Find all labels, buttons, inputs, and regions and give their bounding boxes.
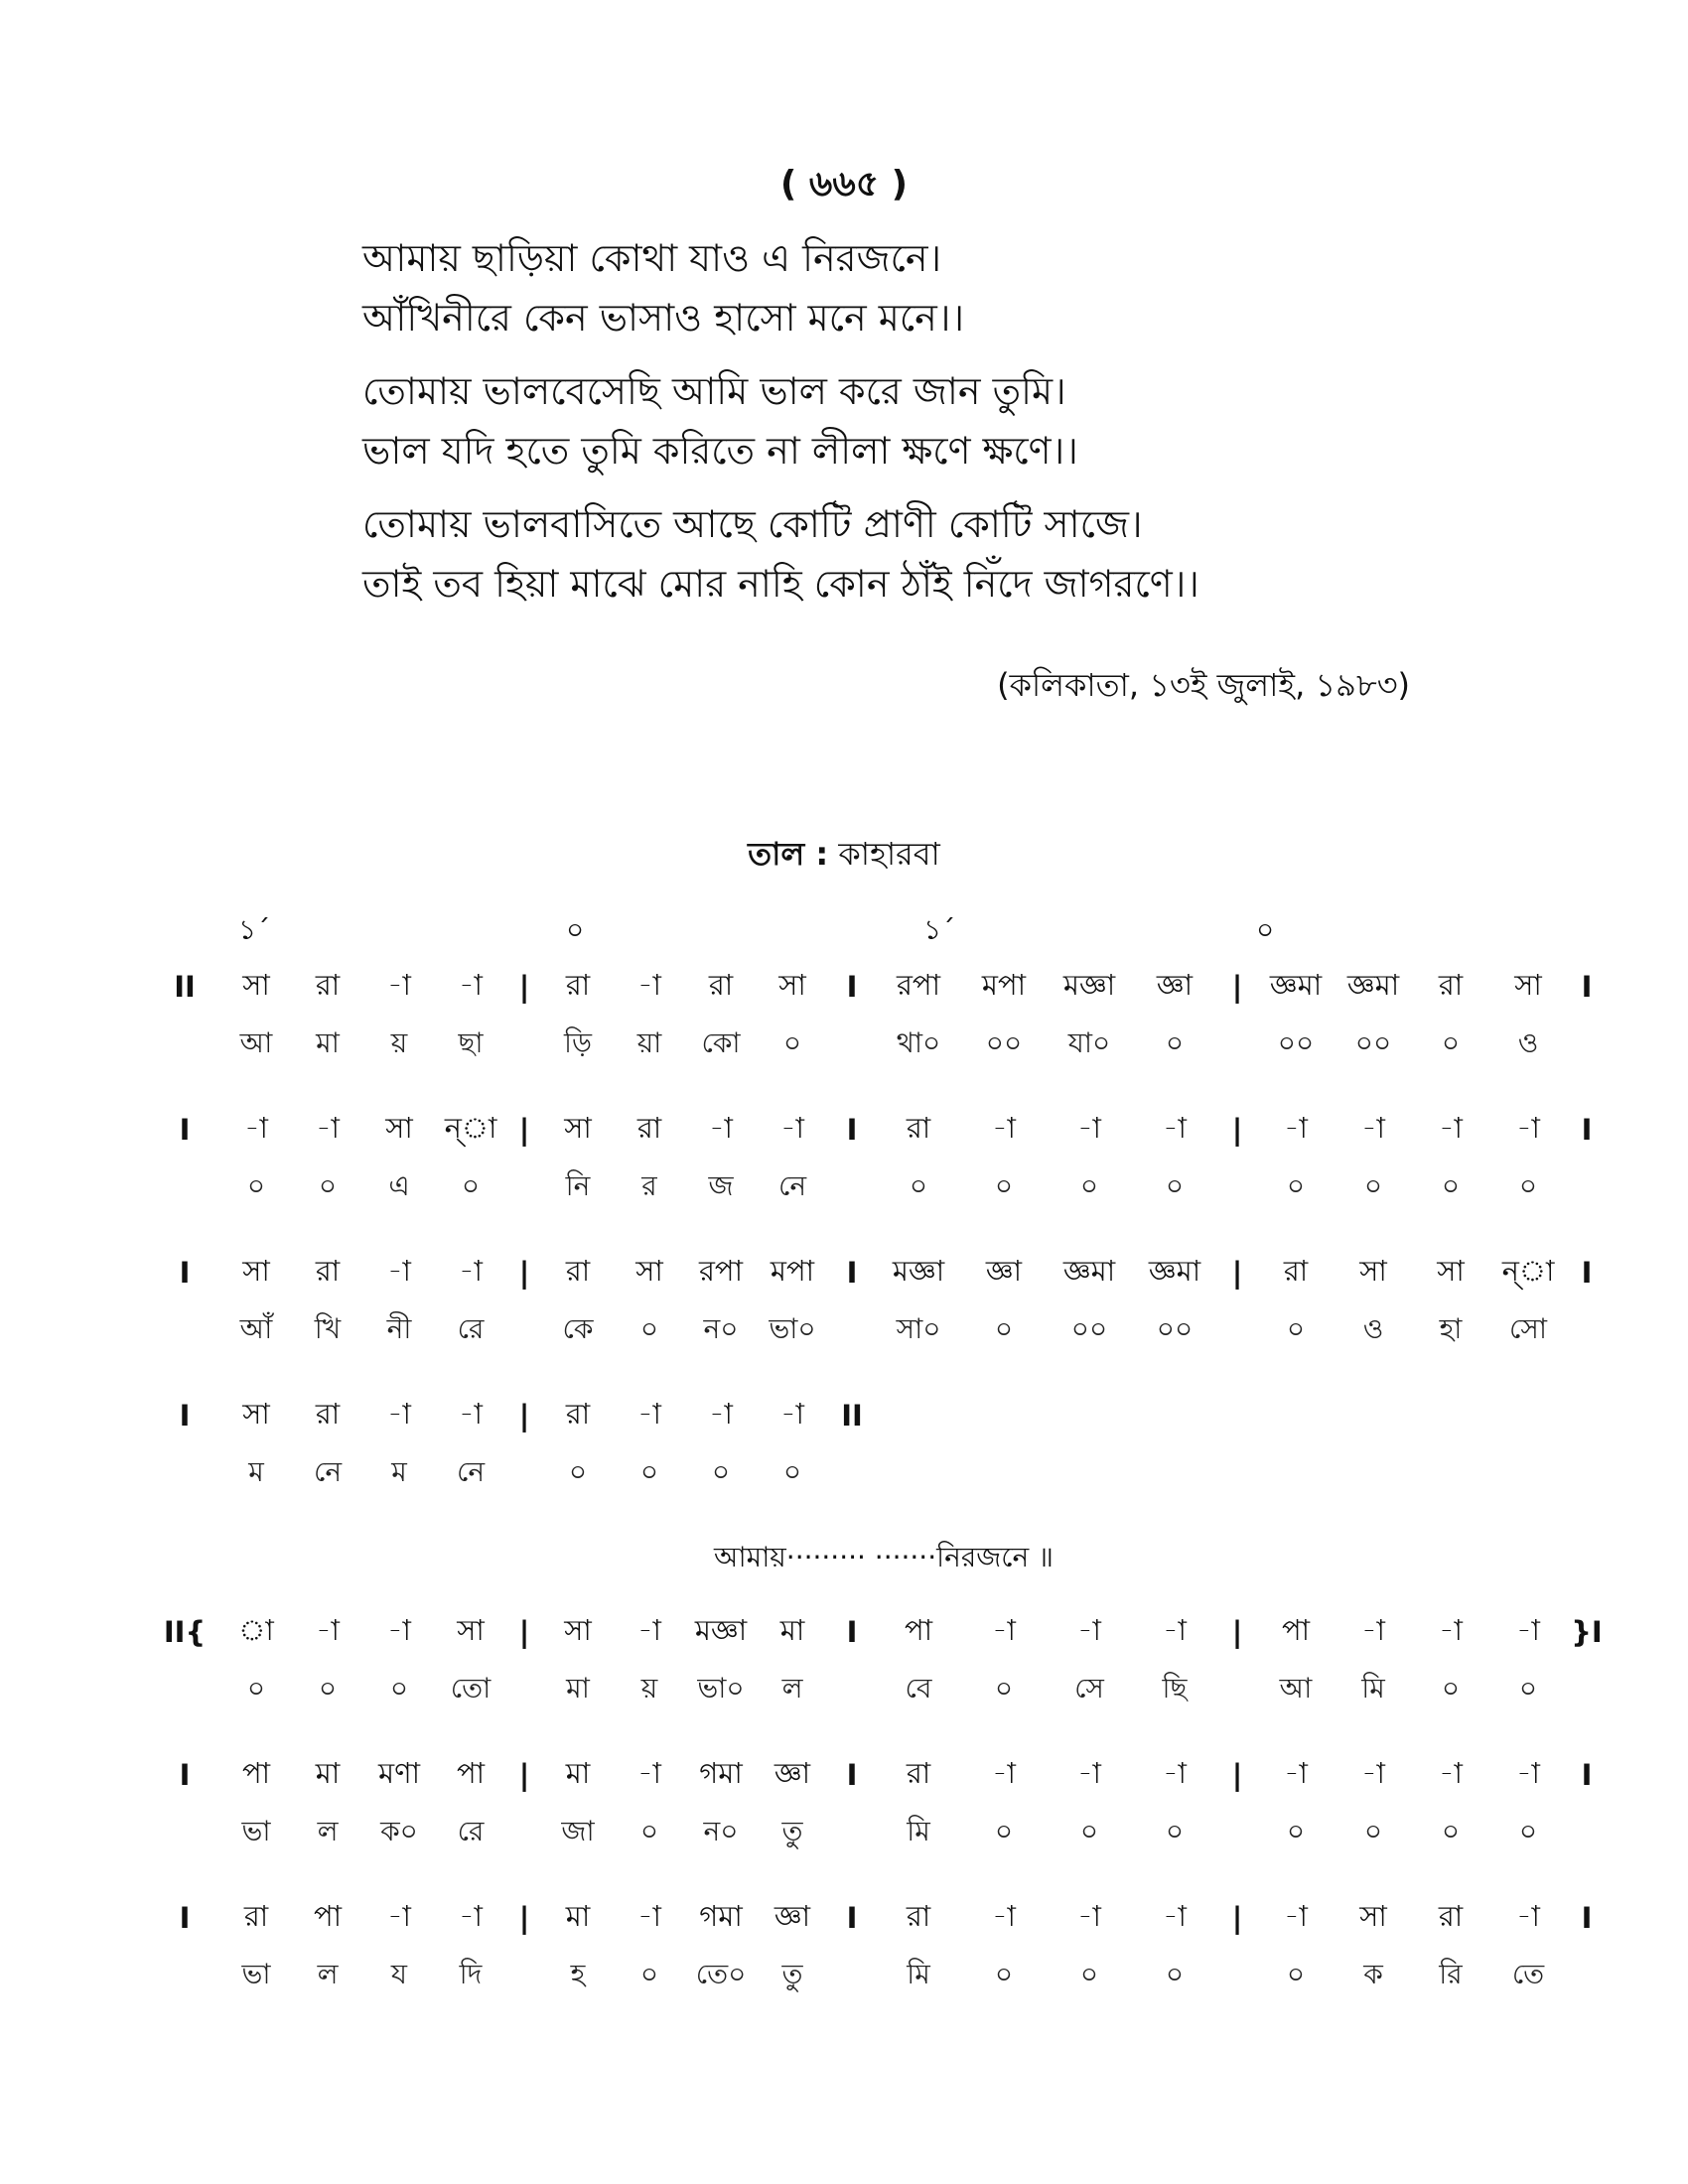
lyric-syllable: সা০ <box>896 1311 941 1345</box>
lyric-syllable: ০ <box>1286 1957 1306 1990</box>
swara: মা <box>565 1755 591 1790</box>
swara: সা <box>242 967 270 1002</box>
swara-row <box>149 1244 1593 1301</box>
lyric-syllable: ০ <box>1518 1814 1538 1847</box>
lyric-syllable: ও <box>1362 1311 1384 1345</box>
lyric-syllable: ০০ <box>1070 1311 1108 1345</box>
lyric-syllable: ০ <box>782 1454 802 1488</box>
lyric-syllable: ০ <box>1165 1168 1185 1202</box>
lyric-syllable: ০ <box>1363 1168 1383 1202</box>
swara: পা <box>313 1898 343 1933</box>
swara-row <box>149 1889 1593 1947</box>
swara: রা <box>1438 1898 1464 1933</box>
lyric-syllable: আ <box>1279 1671 1313 1705</box>
lyric-syllable: য় <box>390 1025 408 1059</box>
bar-line: | <box>1231 1113 1243 1147</box>
bar-line: II <box>841 1399 863 1433</box>
swara: -া <box>1439 1110 1463 1145</box>
swara: জ্ঞমা <box>1062 1253 1116 1288</box>
lyric-syllable: ০ <box>639 1311 659 1345</box>
lyric-syllable: ০ <box>1441 1814 1461 1847</box>
swara: -া <box>637 967 661 1002</box>
lyric-syllable: ০ <box>1079 1168 1099 1202</box>
poem-line: তোমায় ভালবাসিতে আছে কোটি প্রাণী কোটি সাজে। <box>362 502 1143 546</box>
lyric-syllable: র <box>641 1168 657 1202</box>
lyric-syllable: ০ <box>318 1168 338 1202</box>
notation <box>149 958 1603 2032</box>
lyric-syllable: ল <box>317 1814 339 1847</box>
swara: -া <box>1163 1755 1187 1790</box>
lyric-syllable: তু <box>781 1957 803 1990</box>
swara: -া <box>1361 1612 1385 1647</box>
swara: মা <box>565 1898 591 1933</box>
swara: -া <box>1077 1612 1101 1647</box>
swara: ন্া <box>444 1110 497 1145</box>
swara: -া <box>1284 1898 1308 1933</box>
swara: সা <box>1359 1253 1387 1288</box>
swara: -া <box>1163 1612 1187 1647</box>
bar-line: I <box>179 1758 191 1792</box>
lyric-syllable: আ <box>239 1025 273 1059</box>
lyric-syllable: জ <box>708 1168 734 1202</box>
lyric-syllable: ০ <box>246 1671 266 1705</box>
lyric-syllable: ০ <box>246 1168 266 1202</box>
lyric-syllable: ভা <box>241 1957 271 1990</box>
poem-line: আঁখিনীরে কেন ভাসাও হাসো মনে মনে।। <box>362 296 965 340</box>
swara: রা <box>565 1253 591 1288</box>
swara: সা <box>242 1396 270 1431</box>
swara: -া <box>1284 1755 1308 1790</box>
lyric-syllable: কে <box>562 1311 594 1345</box>
stanza <box>362 494 1504 614</box>
bar-line: | <box>1231 1901 1243 1935</box>
lyric-syllable: ০ <box>639 1814 659 1847</box>
swara: -া <box>459 1253 483 1288</box>
swara: -া <box>1077 1755 1101 1790</box>
bar-line: II <box>174 970 196 1004</box>
lyric-syllable: ০ <box>1363 1814 1383 1847</box>
swara: পা <box>241 1755 271 1790</box>
swara: রপা <box>698 1253 744 1288</box>
beat-mark: ০ <box>566 913 585 946</box>
swara: -া <box>1077 1110 1101 1145</box>
swara: রা <box>565 967 591 1002</box>
lyric-syllable: য় <box>640 1671 658 1705</box>
swara-row <box>149 1101 1593 1159</box>
lyric-syllable: ০ <box>1518 1671 1538 1705</box>
lyric-syllable: য়া <box>636 1025 662 1059</box>
lyric-syllable: খি <box>314 1311 342 1345</box>
lyric-syllable: ০ <box>1079 1957 1099 1990</box>
swara: জ্ঞমা <box>1346 967 1400 1002</box>
lyric-row <box>149 1804 1559 1861</box>
swara: -া <box>1516 1898 1540 1933</box>
lyric-syllable: ড়ি <box>564 1025 592 1059</box>
swara: রা <box>565 1396 591 1431</box>
swara: -া <box>1163 1110 1187 1145</box>
swara: -া <box>992 1612 1016 1647</box>
bar-line: I <box>1581 1758 1593 1792</box>
bar-line: | <box>518 1615 530 1649</box>
notation-system <box>149 1387 1559 1502</box>
lyric-syllable: ০ <box>461 1168 481 1202</box>
lyric-syllable: ০ <box>994 1814 1014 1847</box>
lyric-syllable: হা <box>1439 1311 1463 1345</box>
swara: মজ্ঞা <box>1062 967 1116 1002</box>
lyric-syllable: নে <box>777 1168 807 1202</box>
swara: -া <box>387 967 411 1002</box>
lyric-syllable: ভা <box>241 1814 271 1847</box>
lyric-syllable: ন০ <box>703 1814 739 1847</box>
swara: -া <box>637 1898 661 1933</box>
lyric-syllable: নি <box>565 1168 591 1202</box>
swara: -া <box>1439 1755 1463 1790</box>
swara-row <box>149 1603 1603 1661</box>
lyric-syllable: ক০ <box>380 1814 418 1847</box>
swara: -া <box>459 1898 483 1933</box>
lyric-syllable: ০ <box>1165 1814 1185 1847</box>
swara: -া <box>459 967 483 1002</box>
swara: সা <box>778 967 806 1002</box>
lyric-syllable: ল <box>317 1957 339 1990</box>
swara: -া <box>387 1898 411 1933</box>
swara: রা <box>1438 967 1464 1002</box>
bar-line: | <box>518 1399 530 1433</box>
bar-line: I <box>846 1113 858 1147</box>
swara: -া <box>1361 1755 1385 1790</box>
lyric-syllable: ও <box>1517 1025 1539 1059</box>
swara: -া <box>780 1110 804 1145</box>
lyric-syllable: ০ <box>1441 1168 1461 1202</box>
lyric-syllable: আঁ <box>239 1311 273 1345</box>
lyric-syllable: ০ <box>568 1454 588 1488</box>
swara: সা <box>1514 967 1542 1002</box>
lyric-syllable: মি <box>1361 1671 1385 1705</box>
bar-line: I <box>1581 1901 1593 1935</box>
lyric-syllable: এ <box>388 1168 410 1202</box>
lyric-syllable: তে <box>1511 1957 1545 1990</box>
lyric-syllable: ০ <box>639 1454 659 1488</box>
swara: -া <box>637 1612 661 1647</box>
lyric-syllable: ০ <box>711 1454 731 1488</box>
notation-system <box>149 1603 1603 1718</box>
bar-line: I <box>179 1901 191 1935</box>
stanza <box>362 228 1504 347</box>
lyric-syllable: ০০ <box>1354 1025 1392 1059</box>
lyric-syllable: সে <box>1074 1671 1104 1705</box>
poem-line: ভাল যদি হতে তুমি করিতে না লীলা ক্ষণে ক্ষণে।। <box>362 429 1078 473</box>
swara-row <box>149 1746 1593 1804</box>
swara: -া <box>387 1253 411 1288</box>
lyric-syllable: ০ <box>994 1671 1014 1705</box>
swara: রা <box>708 967 734 1002</box>
lyric-syllable: ০ <box>1286 1168 1306 1202</box>
bar-line: I <box>846 1758 858 1792</box>
bar-line: I <box>179 1113 191 1147</box>
poem-line: তোমায় ভালবেসেছি আমি ভাল করে জান তুমি। <box>362 369 1066 413</box>
bar-line: | <box>1231 1256 1243 1290</box>
tala-heading <box>0 829 1688 883</box>
swara: সা <box>457 1612 485 1647</box>
lyric-syllable: ভা০ <box>697 1671 745 1705</box>
lyric-syllable: ছি <box>1162 1671 1188 1705</box>
swara: -া <box>1361 1110 1385 1145</box>
swara: -া <box>459 1396 483 1431</box>
lyric-syllable: ০ <box>1286 1311 1306 1345</box>
bar-line: I <box>1581 1256 1593 1290</box>
poem-line: তাই তব হিয়া মাঝে মোর নাহি কোন ঠাঁই নিঁদে জাগরণে।। <box>362 562 1199 606</box>
lyric-syllable: ল <box>781 1671 803 1705</box>
lyric-syllable: ক <box>1363 1957 1383 1990</box>
swara: সা <box>635 1253 663 1288</box>
swara: সা <box>1437 1253 1465 1288</box>
lyric-syllable: ০ <box>1079 1814 1099 1847</box>
lyric-syllable: ০ <box>639 1957 659 1990</box>
swara: সা <box>385 1110 413 1145</box>
swara: জ্ঞা <box>774 1898 811 1933</box>
lyric-syllable: তো <box>450 1671 492 1705</box>
lyric-syllable: তু <box>781 1814 803 1847</box>
swara: -া <box>1284 1110 1308 1145</box>
swara: রা <box>315 1396 341 1431</box>
lyric-syllable: ০ <box>909 1168 928 1202</box>
notation-system <box>149 1746 1593 1861</box>
swara: -া <box>387 1396 411 1431</box>
bar-line: | <box>518 1901 530 1935</box>
lyric-syllable: ০ <box>1286 1814 1306 1847</box>
swara: মপা <box>770 1253 815 1288</box>
lyric-syllable: ০ <box>389 1671 409 1705</box>
swara: মজ্ঞা <box>694 1612 748 1647</box>
swara: -া <box>637 1755 661 1790</box>
bar-line: | <box>1231 970 1243 1004</box>
swara: মপা <box>981 967 1027 1002</box>
lyric-syllable: সো <box>1509 1311 1547 1345</box>
bar-line: I <box>846 1615 858 1649</box>
lyric-syllable: হ <box>570 1957 586 1990</box>
lyric-syllable: ০ <box>1165 1957 1185 1990</box>
lyric-syllable: যা০ <box>1067 1025 1111 1059</box>
lyric-syllable: নী <box>386 1311 412 1345</box>
swara: পা <box>1281 1612 1311 1647</box>
swara: রপা <box>896 967 941 1002</box>
swara: -া <box>1516 1755 1540 1790</box>
swara-row <box>149 1387 1559 1444</box>
lyric-syllable: ০ <box>994 1311 1014 1345</box>
lyric-row <box>149 1661 1559 1718</box>
lyric-syllable: ছা <box>458 1025 484 1059</box>
notation-system <box>149 1889 1593 2004</box>
swara: -া <box>992 1755 1016 1790</box>
beat-mark: ১´ <box>238 913 271 946</box>
swara: -া <box>709 1110 733 1145</box>
lyric-syllable: মা <box>316 1025 340 1059</box>
page-number: ( ৬৬৫ ) <box>779 164 909 205</box>
lyric-row <box>149 1947 1559 2004</box>
swara: রা <box>636 1110 662 1145</box>
swara: রা <box>315 967 341 1002</box>
lyric-syllable: ০ <box>1441 1671 1461 1705</box>
swara: মজ্ঞা <box>892 1253 945 1288</box>
bar-line: I <box>179 1399 191 1433</box>
swara: জ্ঞমা <box>1269 967 1323 1002</box>
beat-marks <box>0 908 1688 948</box>
swara: সা <box>564 1110 592 1145</box>
swara: গমা <box>699 1898 743 1933</box>
lyric-syllable: কো <box>701 1025 741 1059</box>
swara: ন্া <box>1501 1253 1555 1288</box>
swara: -া <box>316 1110 340 1145</box>
bar-line: | <box>518 1113 530 1147</box>
swara: মণা <box>377 1755 421 1790</box>
date-line: (কলিকাতা, ১৩ই জুলাই, ১৯৮৩) <box>997 666 1410 704</box>
lyric-syllable: বে <box>905 1671 932 1705</box>
lyric-syllable: তে০ <box>695 1957 747 1990</box>
beat-mark: ০ <box>1256 913 1275 946</box>
swara: জ্ঞা <box>774 1755 811 1790</box>
bar-line: I <box>1581 1113 1593 1147</box>
swara: -া <box>992 1898 1016 1933</box>
swara: রা <box>315 1253 341 1288</box>
swara: রা <box>1283 1253 1309 1288</box>
swara: রা <box>906 1110 931 1145</box>
swara: -া <box>1516 1612 1540 1647</box>
lyric-syllable: য <box>390 1957 408 1990</box>
lyric-syllable: ০০ <box>985 1025 1023 1059</box>
notation-system <box>149 1244 1593 1359</box>
swara: সা <box>242 1253 270 1288</box>
swara: মা <box>779 1612 805 1647</box>
lyric-syllable: ভা০ <box>769 1311 816 1345</box>
swara: সা <box>564 1612 592 1647</box>
swara: মা <box>315 1755 341 1790</box>
bar-line: | <box>1231 1615 1243 1649</box>
swara: -া <box>387 1612 411 1647</box>
tala-name: কাহারবা <box>838 835 940 873</box>
lyric-syllable: ম <box>391 1454 407 1488</box>
bar-line: }I <box>1571 1615 1603 1649</box>
lyric-syllable: রে <box>457 1311 485 1345</box>
lyric-row <box>149 1301 1559 1359</box>
lyric-syllable: ০০ <box>1156 1311 1194 1345</box>
lyric-syllable: নে <box>313 1454 343 1488</box>
bar-line: I <box>846 1901 858 1935</box>
swara: -া <box>709 1396 733 1431</box>
swara: গমা <box>699 1755 743 1790</box>
stanza <box>362 361 1504 480</box>
bar-line: I <box>846 1256 858 1290</box>
notation-system <box>149 1101 1593 1216</box>
lyric-syllable: মা <box>566 1671 590 1705</box>
lyric-syllable: রি <box>1439 1957 1463 1990</box>
swara: -া <box>1516 1110 1540 1145</box>
lyric-syllable: ০০ <box>1277 1025 1315 1059</box>
swara: -া <box>1077 1898 1101 1933</box>
lyric-syllable: ম <box>248 1454 264 1488</box>
poem <box>362 228 1504 627</box>
bar-line: | <box>518 1256 530 1290</box>
lyric-syllable: মি <box>907 1957 930 1990</box>
swara: জ্ঞা <box>1156 967 1194 1002</box>
notation-system <box>149 958 1593 1073</box>
tala-label: তাল : <box>748 835 829 873</box>
bar-line: II{ <box>163 1615 207 1649</box>
swara: জ্ঞা <box>985 1253 1023 1288</box>
swara: -া <box>1439 1612 1463 1647</box>
swara: -া <box>637 1396 661 1431</box>
swara: -া <box>992 1110 1016 1145</box>
swara: -া <box>1163 1898 1187 1933</box>
bar-line: I <box>1581 970 1593 1004</box>
lyric-syllable: দি <box>459 1957 483 1990</box>
lyric-row <box>149 1016 1559 1073</box>
swara: -া <box>244 1110 268 1145</box>
swara: া <box>238 1612 274 1647</box>
swara: পা <box>904 1612 933 1647</box>
lyric-syllable: ০ <box>1441 1025 1461 1059</box>
swara: জ্ঞমা <box>1148 1253 1201 1288</box>
lyric-syllable: ০ <box>1165 1025 1185 1059</box>
bar-line: I <box>179 1256 191 1290</box>
lyric-syllable: ০ <box>994 1168 1014 1202</box>
swara: -া <box>780 1396 804 1431</box>
bar-line: | <box>518 970 530 1004</box>
lyric-syllable: ন০ <box>703 1311 739 1345</box>
lyric-syllable: জা <box>561 1814 595 1847</box>
lyric-syllable: রে <box>457 1814 485 1847</box>
lyric-syllable: ০ <box>782 1025 802 1059</box>
bar-line: | <box>1231 1758 1243 1792</box>
swara: -া <box>316 1612 340 1647</box>
lyric-syllable: ০ <box>1518 1168 1538 1202</box>
lyric-syllable: থা০ <box>896 1025 941 1059</box>
refrain-note: আমায়········· ·······নিরজনে ॥ <box>713 1541 1054 1573</box>
bar-line: I <box>846 970 858 1004</box>
lyric-syllable: মি <box>907 1814 930 1847</box>
lyric-syllable: ০ <box>318 1671 338 1705</box>
lyric-row <box>149 1159 1559 1216</box>
swara: সা <box>1359 1898 1387 1933</box>
swara: রা <box>906 1898 931 1933</box>
lyric-row <box>149 1444 1559 1502</box>
bar-line: | <box>518 1758 530 1792</box>
lyric-syllable: ০ <box>994 1957 1014 1990</box>
swara: রা <box>243 1898 269 1933</box>
poem-line: আমায় ছাড়িয়া কোথা যাও এ নিরজনে। <box>362 236 942 280</box>
swara: রা <box>906 1755 931 1790</box>
swara: পা <box>456 1755 486 1790</box>
lyric-syllable: নে <box>456 1454 486 1488</box>
swara-row <box>149 958 1593 1016</box>
beat-mark: ১´ <box>923 913 956 946</box>
